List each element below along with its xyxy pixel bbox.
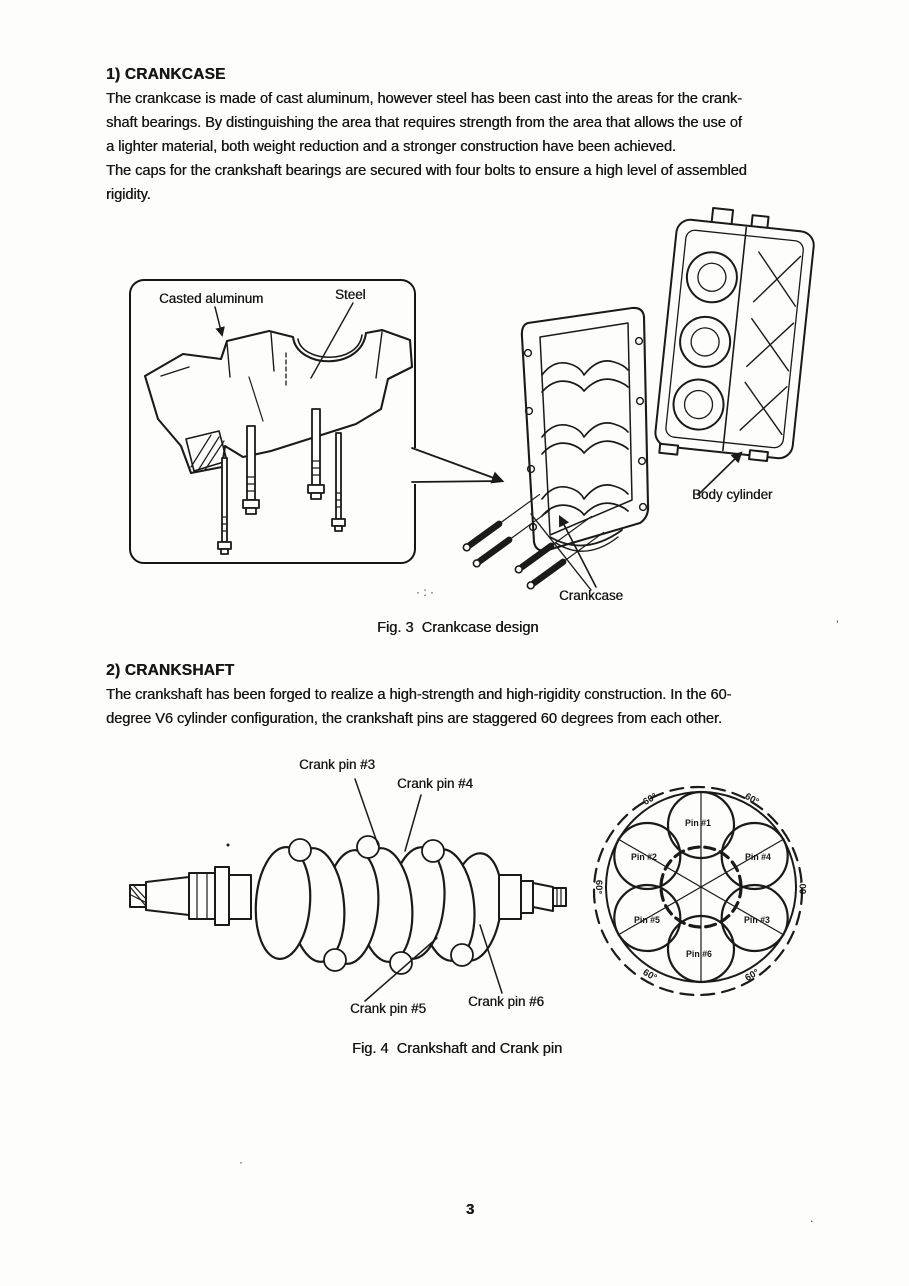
label-body-cylinder: Body cylinder — [692, 487, 773, 502]
label-crank-pin-6: Crank pin #6 — [468, 994, 544, 1009]
scan-artifact: ’ — [836, 618, 839, 632]
diagram-angle-label: 60° — [798, 879, 809, 895]
crankcase-body-cylinder-drawing — [410, 205, 830, 617]
section1-heading: 1) CRANKCASE — [106, 66, 226, 83]
diagram-pin-label: Pin #2 — [631, 852, 657, 862]
diagram-pin-label: Pin #1 — [685, 818, 711, 828]
section2-line-1: The crankshaft has been forged to realize a high-strength and high-rigidity construction. In the 60- — [106, 687, 732, 703]
diagram-angle-label: 60° — [593, 879, 604, 895]
crank-pin-diagram — [585, 770, 820, 1005]
diagram-angle-label: 60° — [743, 967, 762, 984]
label-crankcase: Crankcase — [559, 588, 624, 603]
section1-line-1: The crankcase is made of cast aluminum, however steel has been cast into the areas for the crank- — [106, 91, 742, 107]
bearing-cap-inset-box — [129, 279, 416, 564]
section2-line-2: degree V6 cylinder configuration, the crankshaft pins are staggered 60 degrees from each other. — [106, 711, 722, 727]
scan-artifact: . — [810, 1211, 814, 1225]
figure-3-caption: Fig. 3 Crankcase design — [377, 620, 539, 636]
section2-heading: 2) CRANKSHAFT — [106, 662, 235, 679]
diagram-angle-label: 60° — [742, 791, 761, 808]
diagram-angle-label: 60° — [640, 967, 659, 984]
label-steel: Steel — [335, 287, 366, 302]
section1-line-3: a lighter material, both weight reduction and a stronger construction have been achieved. — [106, 139, 676, 155]
scan-artifact: · — [239, 1155, 243, 1169]
diagram-angle-label: 60° — [641, 791, 660, 808]
section1-line-5: rigidity. — [106, 187, 151, 203]
label-casted-aluminum: Casted aluminum — [159, 291, 264, 306]
crankshaft-drawing — [125, 755, 570, 1040]
label-crank-pin-3: Crank pin #3 — [299, 757, 375, 772]
section1-line-4: The caps for the crankshaft bearings are secured with four bolts to ensure a high level of assembled — [106, 163, 747, 179]
diagram-pin-label: Pin #6 — [686, 949, 712, 959]
section1-line-2: shaft bearings. By distinguishing the area that requires strength from the area that allows the use of — [106, 115, 742, 131]
label-crank-pin-5: Crank pin #5 — [350, 1001, 426, 1016]
diagram-pin-label: Pin #5 — [634, 915, 660, 925]
figure-4-caption: Fig. 4 Crankshaft and Crank pin — [352, 1041, 563, 1057]
scan-artifact: · : · — [416, 585, 434, 599]
page-number: 3 — [465, 1201, 475, 1218]
diagram-pin-label: Pin #4 — [745, 852, 771, 862]
bearing-cap-drawing — [131, 281, 414, 562]
diagram-pin-label: Pin #3 — [744, 915, 770, 925]
label-crank-pin-4: Crank pin #4 — [397, 776, 473, 791]
